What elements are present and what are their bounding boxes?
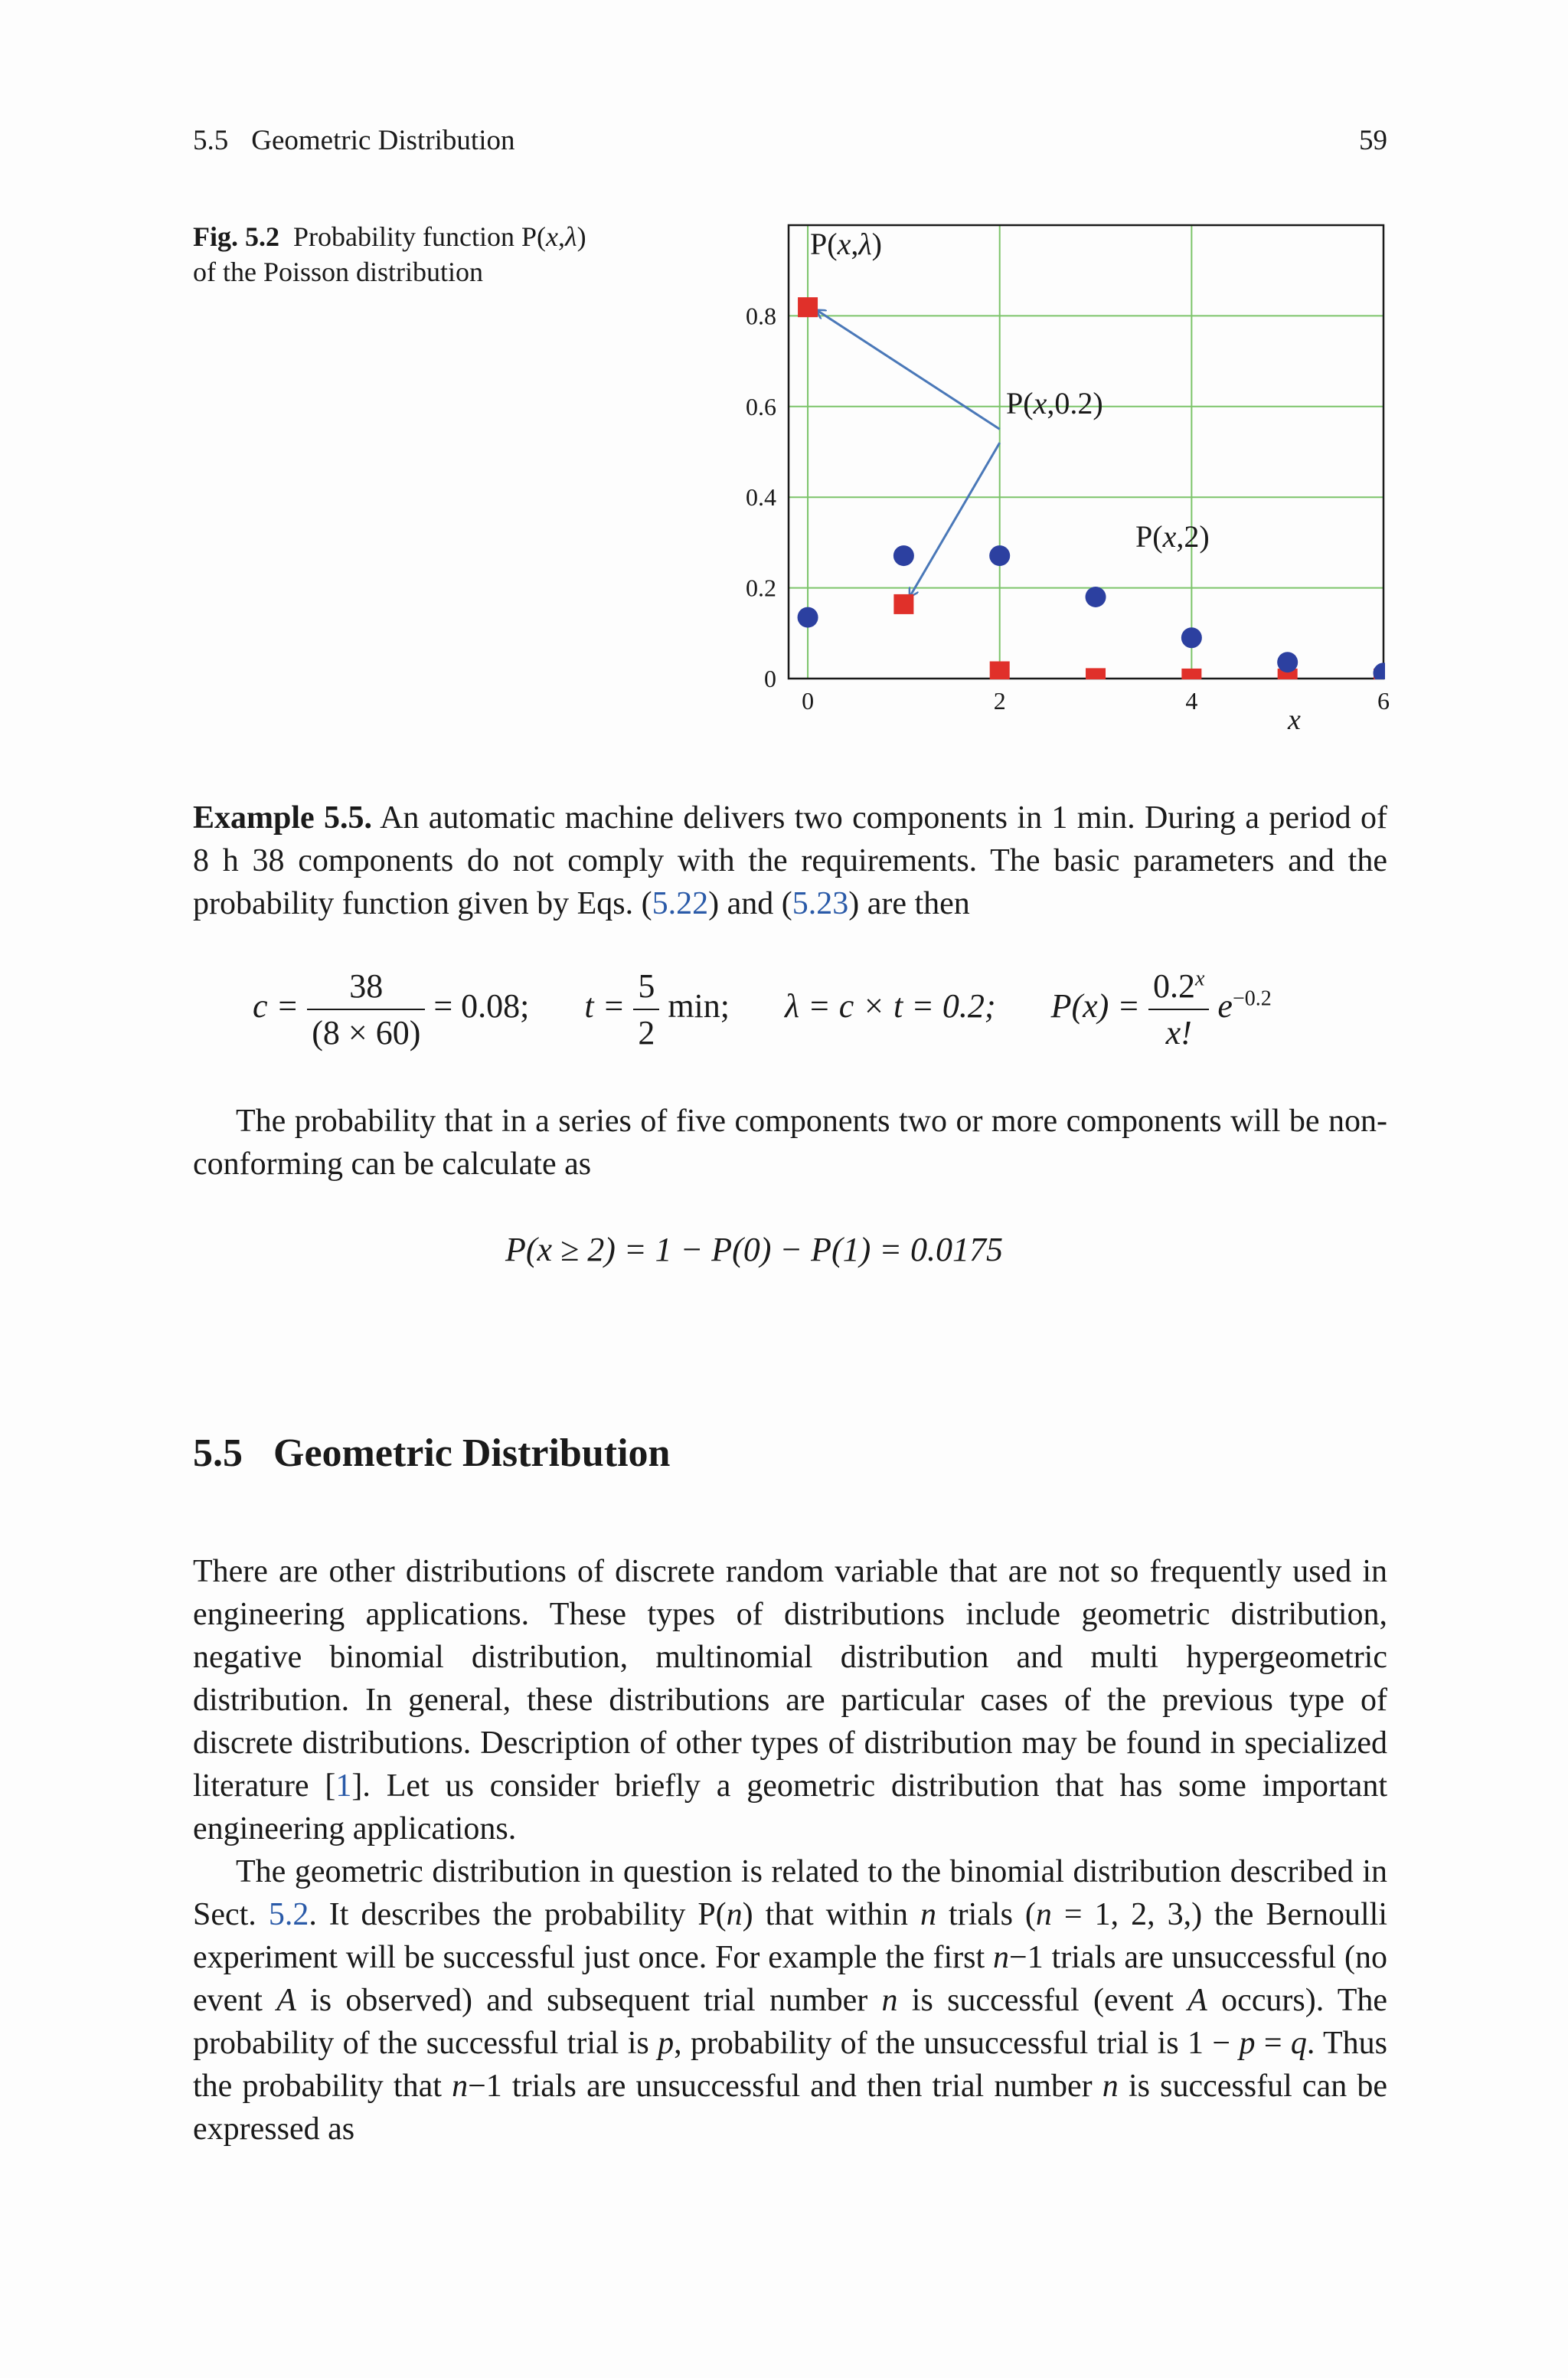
eq-lambda: λ = c × t = 0.2; [785, 987, 996, 1025]
probability-paragraph [193, 1100, 1387, 1186]
example-text-a: An automatic machine delivers two components in 1 min. During a period of 8 h 38 components do not comply with the requirements. The basic parameters and the probability function given by Eqs. ( [193, 800, 1388, 921]
caption-x: x [545, 221, 558, 252]
data-point-circle [1086, 587, 1106, 607]
running-header [193, 124, 515, 157]
page-number: 59 [1359, 125, 1387, 156]
arrow-to-p0 [817, 310, 1000, 429]
example-text-b: ) and ( [708, 886, 792, 921]
x-axis-label: x [1288, 704, 1301, 736]
y-tick-label: 0.6 [746, 392, 776, 420]
eq-c-value: = 0.08; [433, 987, 530, 1025]
x-tick-label: 0 [802, 687, 815, 715]
caption-text-a: Probability function P( [293, 221, 546, 252]
para1-text-b: ]. Let us consider briefly a geometric distribution that has some important engineering applications. [193, 1768, 1387, 1846]
probability-text: The probability that in a series of five components two or more components will be non-conforming can be calculate as [193, 1104, 1387, 1182]
data-point-square [893, 594, 913, 614]
data-point-circle [1181, 627, 1202, 648]
example-label: Example 5.5. [193, 800, 373, 836]
example-paragraph [193, 796, 1387, 925]
data-point-square [990, 662, 1010, 682]
equation-probability: P(x ≥ 2) = 1 − P(0) − P(1) = 0.0175 [505, 1231, 1003, 1268]
eq-t-num: 5 [638, 967, 655, 1005]
x-tick-label: 4 [1185, 687, 1198, 715]
plot-frame [789, 225, 1383, 679]
data-point-circle [1277, 652, 1298, 672]
figure-caption [193, 219, 591, 289]
body-paragraph-2: The geometric distribution in question is related to the binomial distribution described in Sect. 5.2. It describes the probability P(n) that within n trials (n = 1, 2, 3,) the Bernoulli experiment will be successful just once. For example the first n−1 trials are unsuccessful (no event A is observed) and subsequent trial number n is successful (event A occurs). The probability of the successful trial is p, probability of the unsuccessful trial is 1 − p = q. Thus the probability that n−1 trials are unsuccessful and then trial number n is successful can be expressed as [193, 1854, 1388, 2147]
figure-label: Fig. 5.2 [193, 221, 279, 252]
data-point-square [1181, 669, 1201, 689]
eq-ref-5-22[interactable]: 5.22 [652, 886, 709, 921]
eq-p-fraction [1148, 967, 1209, 1052]
series-label-p-x-0-2: P(x,0.2) [1006, 386, 1103, 420]
x-tick-label: 2 [993, 687, 1006, 715]
eq-t-lhs: t = [584, 987, 626, 1025]
section-title: Geometric Distribution [273, 1431, 671, 1475]
eq-c-fraction [307, 967, 425, 1052]
eq-c-lhs: c = [253, 987, 299, 1025]
eq-p-lhs: P(x) = [1050, 987, 1140, 1025]
data-point-square [798, 297, 818, 317]
equation-parameters [253, 967, 1272, 1052]
caption-text-b: , [557, 221, 565, 252]
body-paragraph-1 [193, 1550, 1387, 1850]
caption-lambda: λ [564, 221, 577, 252]
arrow-to-p1 [910, 443, 999, 597]
poisson-chart [689, 207, 1393, 758]
x-tick-label: 6 [1377, 687, 1390, 715]
citation-ref-1[interactable]: 1 [335, 1768, 352, 1804]
example-text-c: ) are then [848, 886, 970, 921]
data-point-circle [798, 607, 818, 628]
data-point-square [1086, 668, 1106, 688]
eq-t-fraction [633, 967, 659, 1052]
para1-text-a: There are other distributions of discrete random variable that are not so frequently used in engineering applications. These types of distributions include geometric distribution, negative binomial distribution, multinomial distribution and multi hypergeometric distribution. In general, these distributions are particular cases of the previous type of discrete distributions. Description of other types of distribution may be found in specialized literature [ [193, 1554, 1387, 1804]
chart-title-label: P(x,λ) [810, 227, 882, 261]
eq-c-den: (8 × 60) [307, 1009, 425, 1052]
y-tick-label: 0 [764, 665, 776, 692]
data-point-circle [893, 545, 914, 566]
eq-ref-5-23[interactable]: 5.23 [792, 886, 849, 921]
section-number: 5.5 [193, 1431, 243, 1475]
y-tick-label: 0.2 [746, 574, 776, 602]
data-point-circle [989, 545, 1010, 566]
eq-p-num: 0.2$^x$ [1152, 967, 1205, 1005]
y-tick-label: 0.8 [746, 302, 776, 330]
series-label-p-x-2: P(x,2) [1135, 519, 1210, 554]
header-section-number: 5.5 [193, 125, 229, 156]
section-ref-5-2[interactable]: 5.2 [268, 1897, 309, 1932]
caption-text-c: ) of the Poisson distribution [193, 221, 586, 287]
y-tick-label: 0.4 [746, 483, 776, 512]
eq-p-exp: $e^{-0.2}$ [1217, 986, 1272, 1025]
eq-c-num: 38 [349, 967, 384, 1005]
data-point-circle [1374, 662, 1394, 683]
eq-p-den: x! [1148, 1009, 1209, 1052]
header-section-title: Geometric Distribution [251, 125, 515, 156]
section-heading [193, 1431, 670, 1476]
eq-t-den: 2 [633, 1009, 659, 1052]
eq-t-unit: min; [668, 987, 730, 1025]
